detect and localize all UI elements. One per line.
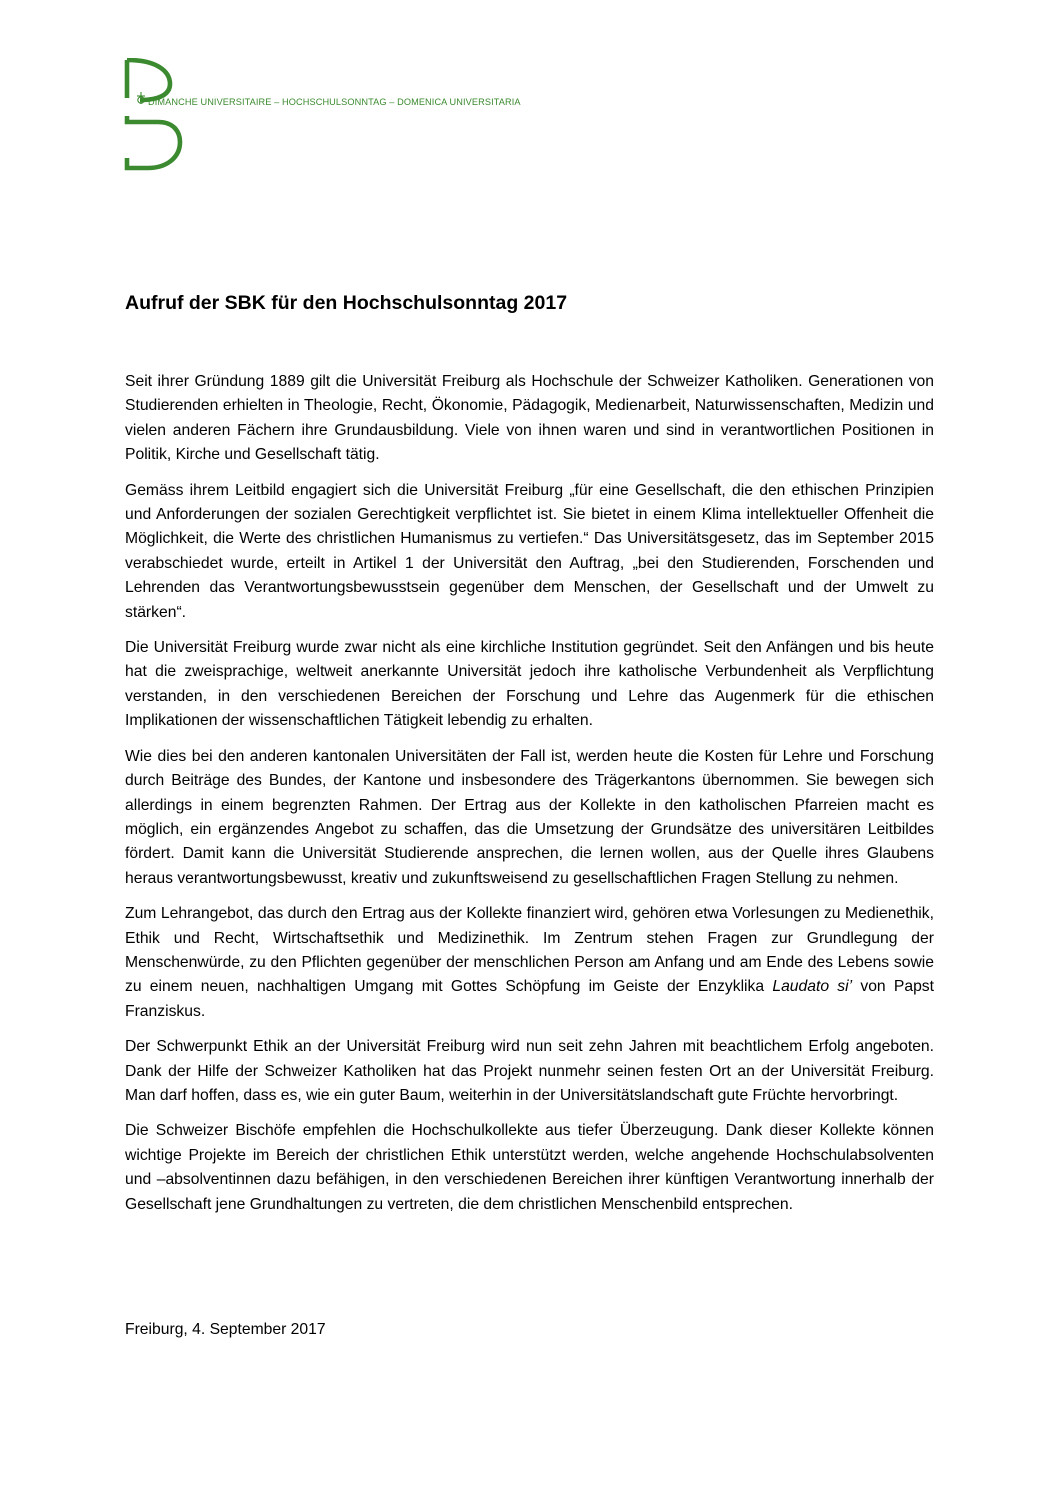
paragraph-4: Wie dies bei den anderen kantonalen Universitäten der Fall ist, werden heute die Kosten für Lehre und Forschung durch Beiträge des Bundes, der Kantone und insbesondere des Trägerkantons übernommen. Sie bewegen sich allerdings in einem begrenzten Rahmen. Der Ertrag aus der Kollekte in den katholischen Pfarreien macht es möglich, ein ergänzendes Angebot zu schaffen, das die Umsetzung der Grundsätze des universitären Leitbildes fördert. Damit kann die Universität Studierende ansprechen, die lernen wollen, aus der Quelle ihres Glaubens heraus verantwortungsbewusst, kreativ und zukunftsweisend zu gesellschaftlichen Fragen Stellung zu nehmen. (125, 747, 934, 887)
paragraph-5-text-before: Zum Lehrangebot, das durch den Ertrag aus der Kollekte finanziert wird, gehören etwa Vorlesungen zu Medienethik, Ethik und Recht, Wirtschaftsethik und Medizinethik. Im Zentrum stehen Fragen zur Grundlegung der Menschenwürde, zu den Pflichten gegenüber der menschlichen Person am Anfang und am Ende des Lebens sowie zu einem neuen, nachhaltigen Umgang mit Gottes Schöpfung im Geiste der Enzyklika (125, 905, 934, 996)
paragraph-6: Der Schwerpunkt Ethik an der Universität Freiburg wird nun seit zehn Jahren mit beachtlichem Erfolg angeboten. Dank der Hilfe der Schweizer Katholiken hat das Projekt nunmehr seinen festen Ort an der Universität Freiburg. Man darf hoffen, dass es, wie ein guter Baum, weiterhin in der Universitätslandschaft gute Früchte hervorbringt. (125, 1038, 934, 1104)
logo-tagline: DIMANCHE UNIVERSITAIRE – HOCHSCHULSONNTAG – DOMENICA UNIVERSITARIA (148, 97, 521, 107)
encyclical-title: Laudato si’ (772, 978, 853, 996)
paragraph-3: Die Universität Freiburg wurde zwar nicht als eine kirchliche Institution gegründet. Seit den Anfängen und bis heute hat die zweisprachige, weltweit anerkannte Universität jedoch ihre katholische Verbundenheit als Verpflichtung verstanden, in den verschiedenen Bereichen der Forschung und Lehre das Augenmerk für die ethischen Implikationen der wissenschaftlichen Tätigkeit lebendig zu erhalten. (125, 639, 934, 730)
place-and-date: Freiburg, 4. September 2017 (125, 1321, 326, 1338)
document-title: Aufruf der SBK für den Hochschulsonntag 2017 (125, 292, 568, 314)
paragraph-7: Die Schweizer Bischöfe empfehlen die Hochschulkollekte aus tiefer Überzeugung. Dank dieser Kollekte können wichtige Projekte im Bereich der christlichen Ethik unterstützt werden, welche angehende Hochschulabsolventen und –absolventinnen dazu befähigen, in den verschiedenen Bereichen ihrer künftigen Verantwortung innerhalb der Gesellschaft jene Grundhaltungen zu vertreten, die dem christlichen Menschenbild entsprechen. (125, 1122, 934, 1213)
ds-monogram-icon (118, 58, 188, 176)
letter-body (125, 370, 934, 1228)
paragraph-1: Seit ihrer Gründung 1889 gilt die Universität Freiburg als Hochschule der Schweizer Katholiken. Generationen von Studierenden erhielten in Theologie, Recht, Ökonomie, Pädagogik, Medienarbeit, Naturwissenschaften, Medizin und vielen anderen Fächern ihre Grundausbildung. Viele von ihnen waren und sind in verantwortlichen Positionen in Politik, Kirche und Gesellschaft tätig. (125, 373, 934, 464)
paragraph-2: Gemäss ihrem Leitbild engagiert sich die Universität Freiburg „für eine Gesellschaft, die den ethischen Prinzipien und Anforderungen der sozialen Gerechtigkeit verpflichtet ist. Sie bietet in einem Klima intellektueller Offenheit die Möglichkeit, die Werte des christlichen Humanismus zu vertiefen.“ Das Universitätsgesetz, das im September 2015 verabschiedet wurde, erteilt in Artikel 1 der Universität den Auftrag, „bei den Studierenden, Forschenden und Lehrenden das Verantwortungsbewusstsein gegenüber dem Menschen, der Gesellschaft und der Umwelt zu stärken“. (125, 481, 934, 621)
paragraph-5 (125, 902, 934, 1024)
header-logo (118, 58, 521, 176)
paragraph-5-text-after: von Papst Franziskus. (125, 978, 934, 1020)
